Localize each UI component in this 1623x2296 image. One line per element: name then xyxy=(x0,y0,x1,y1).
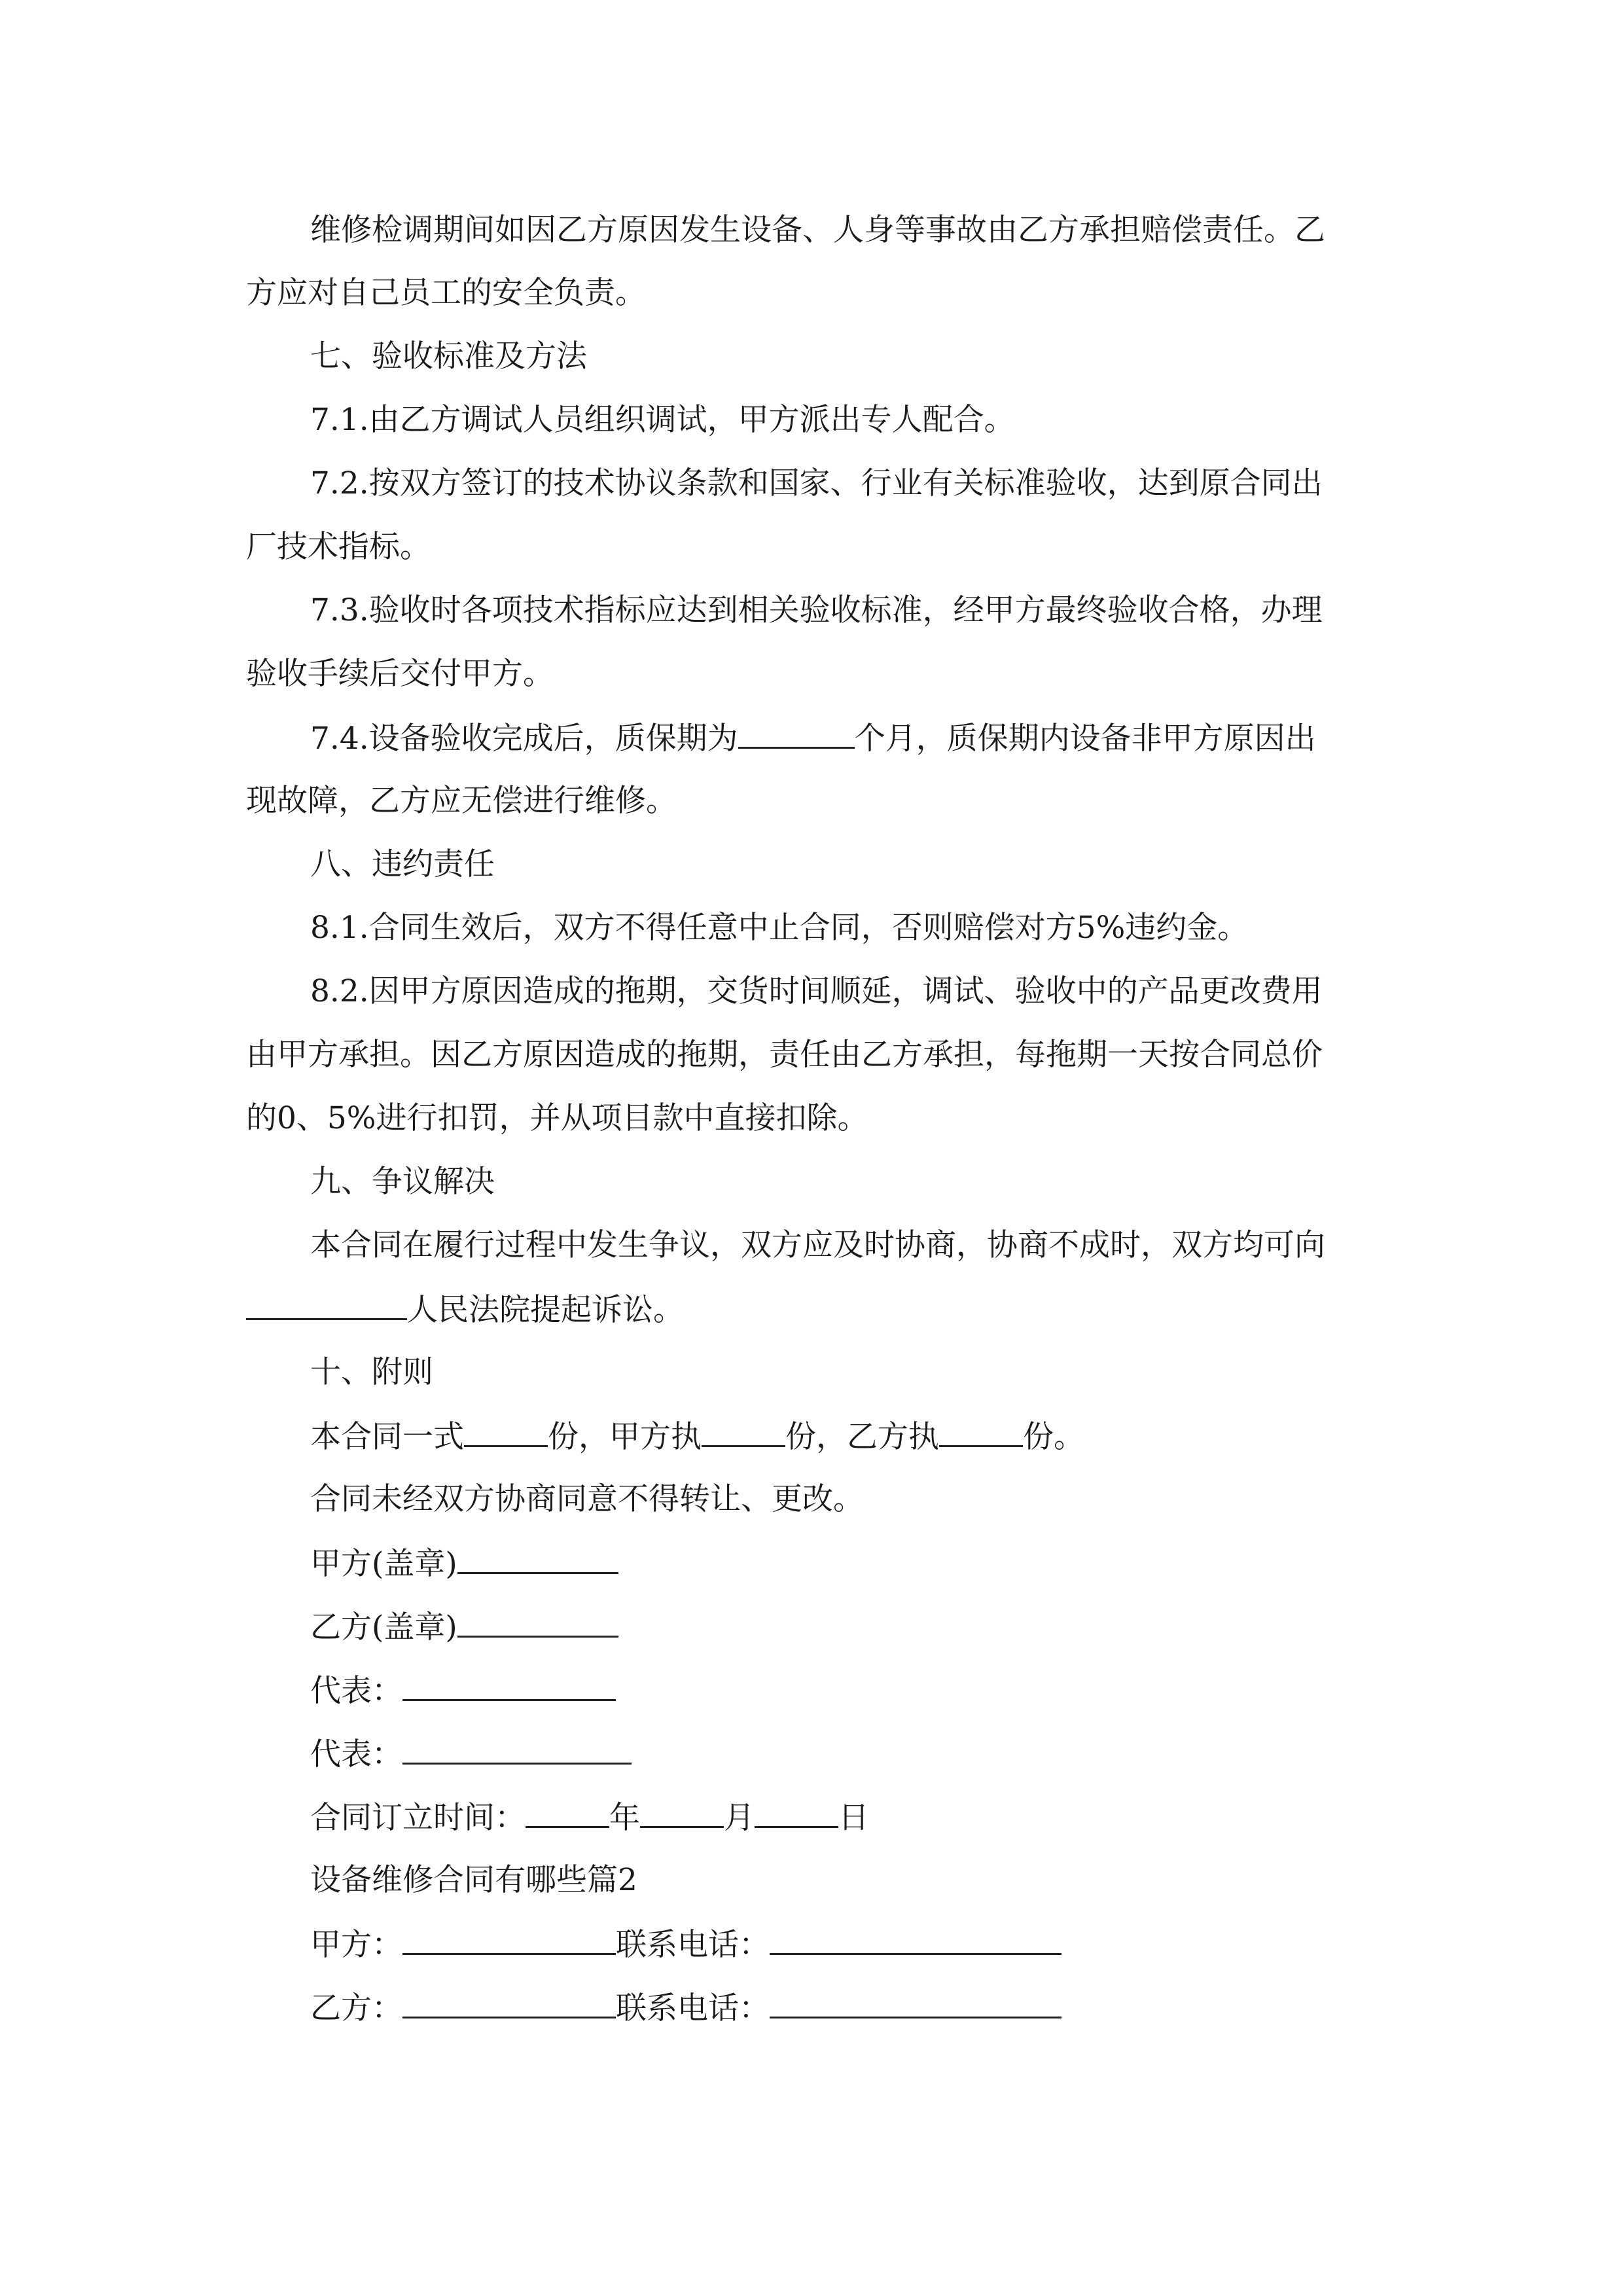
text-line: 8.1.合同生效后，双方不得任意中止合同，否则赔偿对方5%违约金。 xyxy=(310,910,1249,946)
text-line: 厂技术指标。 xyxy=(246,529,431,565)
text-line: 本合同在履行过程中发生争议，双方应及时协商，协商不成时，双方均可向 xyxy=(310,1227,1325,1263)
text-line: 的0、5%进行扣罚，并从项目款中直接扣除。 xyxy=(246,1100,868,1136)
blank-line xyxy=(770,1988,1061,2018)
section-heading: 九、争议解决 xyxy=(310,1164,495,1200)
blank-line xyxy=(402,1670,616,1701)
text-line: 由甲方承担。因乙方原因造成的拖期，责任由乙方承担，每拖期一天按合同总价 xyxy=(246,1037,1323,1073)
section-heading: 七、验收标准及方法 xyxy=(310,338,587,374)
signature-line: 代表： xyxy=(310,1734,632,1774)
text-line: 7.3.验收时各项技术指标应达到相关验收标准，经甲方最终验收合格，办理 xyxy=(310,592,1323,628)
text-line: 8.2.因甲方原因造成的拖期，交货时间顺延，调试、验收中的产品更改费用 xyxy=(310,973,1323,1009)
text-line: 方应对自己员工的安全负责。 xyxy=(246,275,646,311)
section-heading: 设备维修合同有哪些篇2 xyxy=(310,1862,637,1898)
section-heading: 八、违约责任 xyxy=(310,846,495,882)
text-line: 维修检调期间如因乙方原因发生设备、人身等事故由乙方承担赔偿责任。乙 xyxy=(310,212,1325,248)
text-line: 7.4.设备验收完成后，质保期为 个月，质保期内设备非甲方原因出 xyxy=(310,718,1316,759)
party-line: 甲方： 联系电话： xyxy=(310,1924,1061,1965)
text-line: 合同未经双方协商同意不得转让、更改。 xyxy=(310,1481,864,1517)
blank-line xyxy=(738,718,855,749)
signature-line: 代表： xyxy=(310,1670,616,1711)
text-line: 7.1.由乙方调试人员组织调试，甲方派出专人配合。 xyxy=(310,402,1015,438)
blank-line xyxy=(402,1924,616,1955)
text-line: 7.2.按双方签订的技术协议条款和国家、行业有关标准验收，达到原合同出 xyxy=(310,465,1323,501)
section-heading: 十、附则 xyxy=(310,1354,433,1390)
blank-line xyxy=(457,1607,618,1638)
blank-line xyxy=(246,1289,407,1320)
blank-line xyxy=(640,1797,724,1828)
blank-line xyxy=(770,1924,1061,1955)
text-line: 现故障，乙方应无偿进行维修。 xyxy=(246,783,677,819)
blank-line xyxy=(939,1416,1023,1447)
blank-line xyxy=(526,1797,609,1828)
signature-line: 甲方(盖章) xyxy=(310,1543,618,1584)
text-line: 本合同一式 份，甲方执 份，乙方执 份。 xyxy=(310,1416,1084,1457)
text-line: 人民法院提起诉讼。 xyxy=(246,1289,684,1330)
blank-line xyxy=(755,1797,838,1828)
signature-line: 乙方(盖章) xyxy=(310,1607,618,1647)
blank-line xyxy=(402,1734,632,1765)
blank-line xyxy=(402,1988,616,2018)
blank-line xyxy=(464,1416,548,1447)
blank-line xyxy=(702,1416,785,1447)
party-line: 乙方： 联系电话： xyxy=(310,1988,1061,2028)
date-line: 合同订立时间： 年 月 日 xyxy=(310,1797,869,1838)
blank-line xyxy=(457,1543,618,1574)
text-line: 验收手续后交付甲方。 xyxy=(246,656,554,692)
